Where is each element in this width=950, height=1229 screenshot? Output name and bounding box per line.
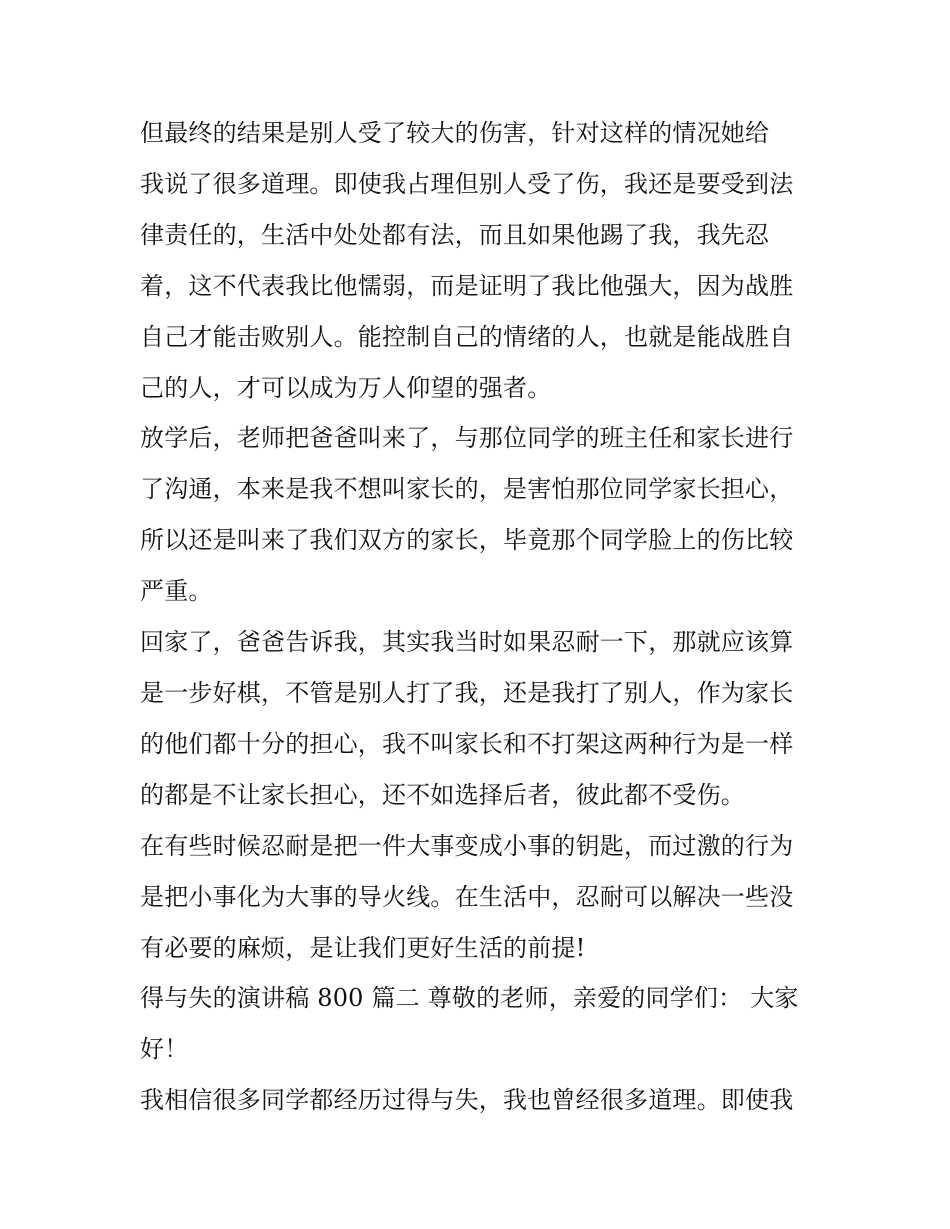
paragraph-3: 回家了，爸爸告诉我，其实我当时如果忍耐一下，那就应该算 是一步好棋，不管是别人打了我，还是我打了别人，作为家长 的他们都十分的担心，我不叫家长和不打架这两种行为是一样 的都是不让家长担心，还不如选择后者，彼此都不受伤。	[140, 628, 794, 809]
paragraph-2: 放学后，老师把爸爸叫来了，与那位同学的班主任和家长进行 了沟通，本来是我不想叫家长的，是害怕那位同学家长担心， 所以还是叫来了我们双方的家长，毕竟那个同学脸上的伤比较 严重。	[140, 424, 794, 606]
document-body	[140, 108, 816, 1126]
paragraph-6: 我相信很多同学都经历过得与失，我也曾经很多道理。即使我	[140, 1086, 794, 1115]
paragraph-1: 但最终的结果是别人受了较大的伤害，针对这样的情况她给 我说了很多道理。即使我占理但别人受了伤，我还是要受到法 律责任的，生活中处处都有法，而且如果他踢了我，我先忍 着，这不代表我比他懦弱，而是证明了我比他强大，因为战胜 自己才能击败别人。能控制自己的情绪的人，也就是能战胜自 己的人，才可以成为万人仰望的强者。	[140, 119, 794, 402]
paragraph-5: 得与失的演讲稿 800 篇二 尊敬的老师，亲爱的同学们： 大家 好！	[140, 984, 799, 1064]
paragraph-4: 在有些时候忍耐是把一件大事变成小事的钥匙，而过激的行为 是把小事化为大事的导火线。在生活中，忍耐可以解决一些没 有必要的麻烦，是让我们更好生活的前提!	[140, 831, 794, 962]
